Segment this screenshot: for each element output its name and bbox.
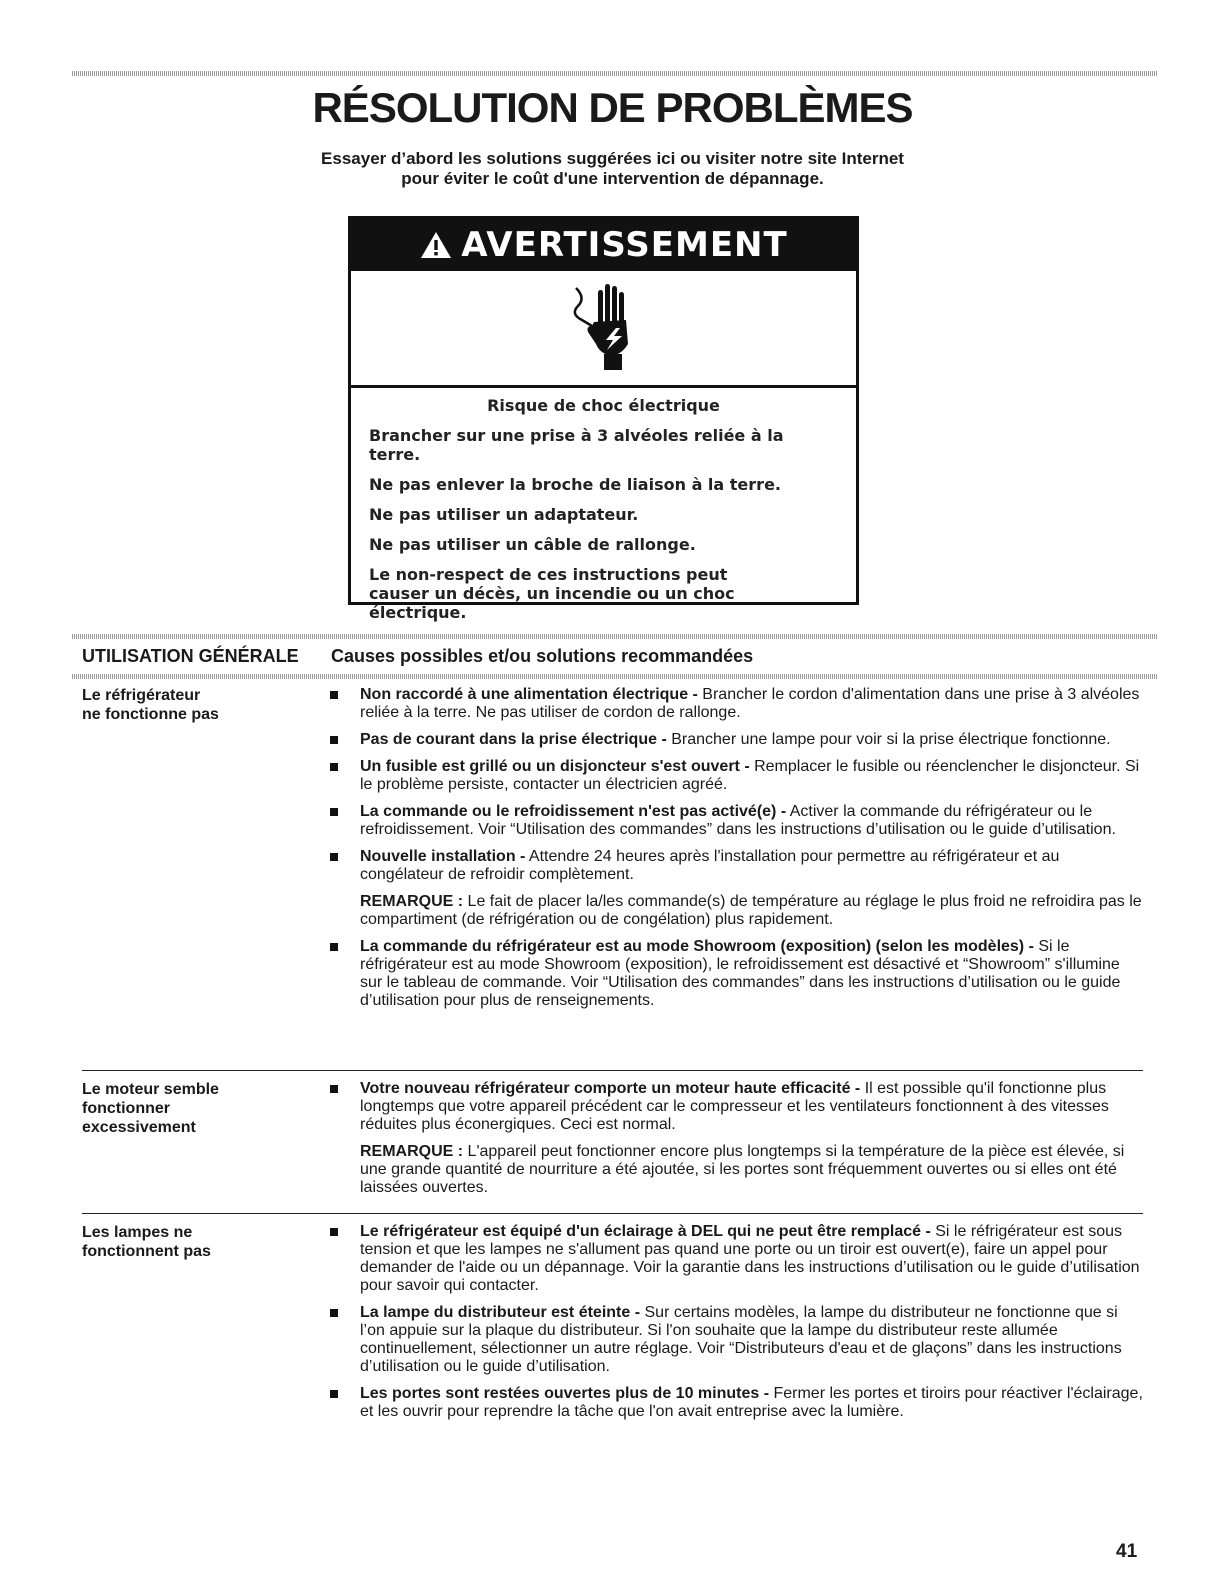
solution-list bbox=[330, 1080, 1143, 1206]
problem-label bbox=[82, 686, 330, 1019]
warning-line: Ne pas enlever la broche de liaison à la terre. bbox=[369, 475, 781, 494]
item-solution: Attendre 24 heures après l'installation pour permettre au réfrigérateur et au congélateur de refroidir complètement. bbox=[360, 848, 1060, 883]
shock-icon-area bbox=[351, 271, 856, 388]
list-item bbox=[330, 731, 1143, 749]
note-label: REMARQUE : bbox=[360, 893, 464, 910]
warning-line: Ne pas utiliser un câble de rallonge. bbox=[369, 535, 696, 554]
item-solution: Activer la commande du réfrigérateur ou le refroidissement. Voir “Utilisation des commandes” dans les instructions d’utilisation ou le guide d’utilisation. bbox=[360, 803, 1116, 838]
item-cause: Votre nouveau réfrigérateur comporte un moteur haute efficacité - bbox=[360, 1080, 861, 1097]
bullet-square-icon bbox=[330, 758, 360, 794]
problem-line: fonctionner bbox=[82, 1100, 170, 1117]
warning-triangle-icon bbox=[419, 230, 453, 260]
note-item bbox=[330, 893, 1143, 929]
item-cause: Non raccordé à une alimentation électrique - bbox=[360, 686, 698, 703]
table-top-hatched-rule bbox=[72, 634, 1158, 639]
table-header bbox=[82, 642, 1152, 670]
list-item bbox=[330, 758, 1143, 794]
item-solution: Remplacer le fusible ou réenclencher le disjoncteur. Si le problème persiste, contacter un électricien agréé. bbox=[360, 758, 1140, 793]
bullet-square-icon bbox=[330, 1223, 360, 1295]
section-divider bbox=[82, 1213, 1143, 1214]
list-item bbox=[330, 848, 1143, 884]
electric-shock-hand-icon bbox=[564, 280, 644, 377]
warning-line: Le non-respect de ces instructions peut causer un décès, un incendie ou un choc électrique. bbox=[369, 565, 735, 622]
bullet-square-icon bbox=[330, 1385, 360, 1421]
note-label: REMARQUE : bbox=[360, 1143, 464, 1160]
top-hatched-rule bbox=[72, 71, 1158, 76]
page-title: RÉSOLUTION DE PROBLÈMES bbox=[312, 84, 913, 131]
warning-line: Brancher sur une prise à 3 alvéoles reliée à la terre. bbox=[369, 426, 784, 464]
bullet-square-icon bbox=[330, 1080, 360, 1134]
bullet-square-icon bbox=[330, 848, 360, 884]
item-solution: Il est possible qu'il fonctionne plus longtemps que votre appareil précédent car le compresseur et les ventilateurs fonctionnent à des vitesses réduites plus éconergiques. Ceci est normal. bbox=[360, 1080, 1109, 1133]
section-refrigerator-not-working bbox=[82, 686, 1143, 1019]
section-lamps-not-working bbox=[82, 1223, 1143, 1430]
page-number: 41 bbox=[1116, 1541, 1138, 1562]
solution-list bbox=[330, 686, 1143, 1019]
warning-box bbox=[348, 216, 859, 622]
warning-heading: Risque de choc électrique bbox=[487, 396, 720, 415]
page-subtitle bbox=[0, 149, 1225, 189]
item-solution: Sur certains modèles, la lampe du distributeur ne fonctionne que si l’on appuie sur la plaque du distributeur. Si l'on souhaite que la lampe du distributeur reste allumée continuellement, sélectionner un autre réglage. Voir “Distributeurs d'eau et de glaçons” dans les instructions d’utilisation ou le guide d’utilisation. bbox=[360, 1304, 1122, 1375]
problem-line: excessivement bbox=[82, 1119, 196, 1136]
bullet-square-icon bbox=[330, 731, 360, 749]
item-cause: La commande du réfrigérateur est au mode Showroom (exposition) (selon les modèles) - bbox=[360, 938, 1034, 955]
item-solution: Brancher le cordon d'alimentation dans une prise à 3 alvéoles reliée à la terre. Ne pas utiliser de cordon de rallonge. bbox=[360, 686, 1140, 721]
list-item bbox=[330, 938, 1143, 1010]
note-item bbox=[330, 1143, 1143, 1197]
section-divider bbox=[82, 1070, 1143, 1071]
item-solution: Si le réfrigérateur est sous tension et que les lampes ne s'allument pas quand une porte ou un tiroir est ouvert(e), faire un appel pour demander de l'aide ou un dépannage. Voir la garantie dans les instructions d’utilisation ou le guide d’utilisation pour savoir qui contacter. bbox=[360, 1223, 1140, 1294]
column-header-usage: UTILISATION GÉNÉRALE bbox=[82, 645, 299, 666]
item-cause: La lampe du distributeur est éteinte - bbox=[360, 1304, 641, 1321]
table-header-hatched-rule bbox=[72, 674, 1158, 679]
section-motor-runs-excessively bbox=[82, 1080, 1143, 1206]
list-item bbox=[330, 1304, 1143, 1376]
problem-line: ne fonctionne pas bbox=[82, 706, 219, 723]
item-cause: La commande ou le refroidissement n'est pas activé(e) - bbox=[360, 803, 787, 820]
warning-header bbox=[351, 219, 856, 271]
problem-line: Le moteur semble bbox=[82, 1081, 219, 1098]
problem-label bbox=[82, 1223, 330, 1430]
solution-list bbox=[330, 1223, 1143, 1430]
item-cause: Les portes sont restées ouvertes plus de 10 minutes - bbox=[360, 1385, 770, 1402]
warning-header-label: AVERTISSEMENT bbox=[461, 225, 788, 265]
item-solution: Fermer les portes et tiroirs pour réactiver l'éclairage, et les ouvrir pour reprendre la tâche que l'on avait entreprise avec la lumière. bbox=[360, 1385, 1143, 1420]
list-item bbox=[330, 686, 1143, 722]
subtitle-line: pour éviter le coût d'une intervention de dépannage. bbox=[401, 169, 824, 188]
problem-line: Les lampes ne bbox=[82, 1224, 193, 1241]
item-cause: Pas de courant dans la prise électrique - bbox=[360, 731, 667, 748]
bullet-square-icon bbox=[330, 686, 360, 722]
item-cause: Le réfrigérateur est équipé d'un éclairage à DEL qui ne peut être remplacé - bbox=[360, 1223, 931, 1240]
list-item bbox=[330, 1080, 1143, 1134]
note-text: Le fait de placer la/les commande(s) de température au réglage le plus froid ne refroidira pas le compartiment (de réfrigération ou de congélation) plus rapidement. bbox=[360, 893, 1142, 928]
bullet-square-icon bbox=[330, 938, 360, 1010]
problem-label bbox=[82, 1080, 330, 1206]
problem-line: Le réfrigérateur bbox=[82, 687, 201, 704]
warning-body bbox=[351, 388, 856, 622]
subtitle-line: Essayer d’abord les solutions suggérées ici ou visiter notre site Internet bbox=[321, 149, 904, 168]
item-solution: Si le réfrigérateur est au mode Showroom (exposition), le refroidissement est désactivé et “Showroom” s'illumine sur le tableau de commande. Voir “Utilisation des commandes” dans les instructions d’utilisation ou le guide d’utilisation pour plus de renseignements. bbox=[360, 938, 1121, 1009]
list-item bbox=[330, 1223, 1143, 1295]
problem-line: fonctionnent pas bbox=[82, 1243, 211, 1260]
list-item bbox=[330, 803, 1143, 839]
note-text: L'appareil peut fonctionner encore plus longtemps si la température de la pièce est élevée, si une grande quantité de nourriture a été ajoutée, si les portes sont fréquemment ouvertes ou si elles ont été laissées ouvertes. bbox=[360, 1143, 1125, 1196]
list-item bbox=[330, 1385, 1143, 1421]
item-solution: Brancher une lampe pour voir si la prise électrique fonctionne. bbox=[666, 731, 1111, 748]
warning-line: Ne pas utiliser un adaptateur. bbox=[369, 505, 639, 524]
bullet-square-icon bbox=[330, 803, 360, 839]
item-cause: Un fusible est grillé ou un disjoncteur s'est ouvert - bbox=[360, 758, 750, 775]
column-header-solutions: Causes possibles et/ou solutions recommandées bbox=[331, 645, 754, 666]
item-cause: Nouvelle installation - bbox=[360, 848, 526, 865]
bullet-square-icon bbox=[330, 1304, 360, 1376]
